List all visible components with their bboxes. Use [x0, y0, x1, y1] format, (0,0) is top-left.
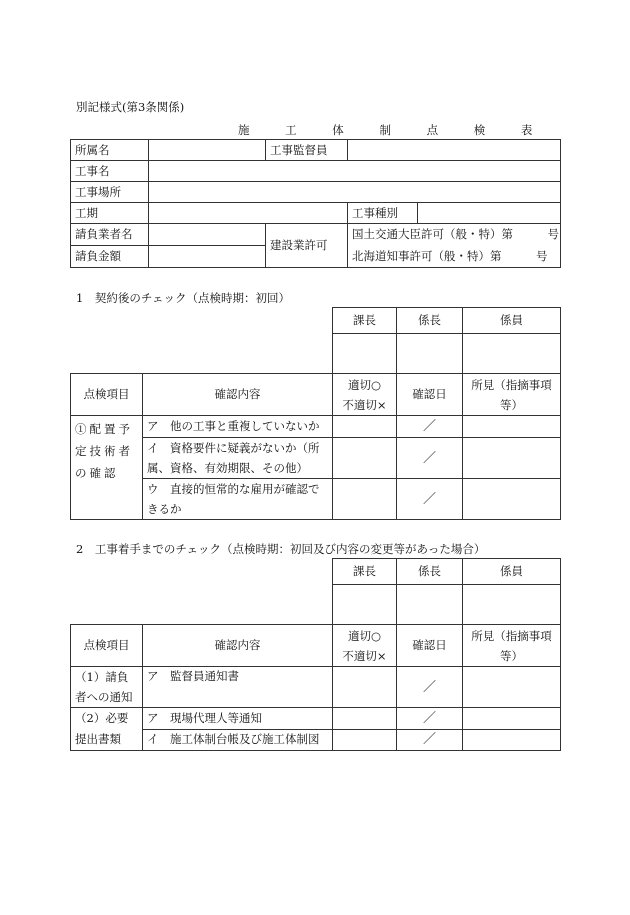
section2-table [70, 558, 561, 751]
field-koujimei [149, 161, 561, 182]
stamp-kakaricho [397, 585, 463, 625]
group-label-documents: （2）必要提出書類 [71, 708, 143, 751]
role-kakariin: 係員 [463, 559, 561, 585]
blank [143, 585, 333, 625]
label-ukeoi-kingaku: 請負金額 [71, 246, 149, 268]
judge-cell [333, 667, 397, 708]
col-item: 点検項目 [71, 374, 143, 416]
label-koujimei: 工事名 [71, 161, 149, 182]
slash-mark: ／ [422, 450, 436, 466]
blank [143, 308, 333, 334]
field-shozoku [149, 140, 266, 161]
stamp-kakariin [463, 334, 561, 374]
blank [71, 308, 143, 334]
check-content: ア 他の工事と重複していないか [143, 416, 333, 438]
stamp-kacho [333, 585, 397, 625]
section2-heading: 2 工事着手までのチェック（点検時期：初回及び内容の変更等があった場合） [76, 542, 486, 556]
blank [71, 585, 143, 625]
check-content: イ 施工体制台帳及び施工体制図 [143, 729, 333, 751]
role-kacho: 課長 [333, 308, 397, 334]
slash-mark: ／ [422, 491, 436, 507]
judge-cell [333, 438, 397, 479]
blank [143, 559, 333, 585]
label-kouki: 工期 [71, 203, 149, 224]
date-cell [397, 416, 463, 438]
label-shubetsu: 工事種別 [348, 203, 418, 224]
kyoka-line-2: 北海道知事許可（般・特）第 号 [348, 246, 561, 268]
date-cell [397, 729, 463, 751]
remark-cell [463, 667, 561, 708]
col-content: 確認内容 [143, 625, 333, 667]
check-content: ア 現場代理人等通知 [143, 708, 333, 730]
label-kantoku: 工事監督員 [266, 140, 348, 161]
role-kakaricho: 係長 [397, 308, 463, 334]
section1-table [70, 307, 561, 520]
role-kakaricho: 係長 [397, 559, 463, 585]
label-kyoka: 建設業許可 [266, 224, 348, 268]
date-cell [397, 479, 463, 520]
slash-mark: ／ [422, 710, 436, 726]
judge-cell [333, 479, 397, 520]
check-content: ア 監督員通知書 [143, 667, 333, 708]
col-remark: 所見（指摘事項等） [463, 374, 561, 416]
slash-mark: ／ [422, 679, 436, 695]
info-table [70, 139, 561, 268]
form-reference: 別記様式(第3条関係) [76, 100, 185, 114]
slash-mark: ／ [422, 732, 436, 748]
remark-cell [463, 708, 561, 730]
role-kacho: 課長 [333, 559, 397, 585]
col-date: 確認日 [397, 374, 463, 416]
field-basho [149, 182, 561, 203]
col-date: 確認日 [397, 625, 463, 667]
date-cell [397, 438, 463, 479]
kyoka-line-1: 国土交通大臣許可（般・特）第 号 [348, 224, 561, 246]
date-cell [397, 667, 463, 708]
blank [71, 559, 143, 585]
judge-cell [333, 416, 397, 438]
stamp-kacho [333, 334, 397, 374]
field-shubetsu [418, 203, 561, 224]
page-title: 施 工 体 制 点 検 表 [238, 123, 549, 137]
remark-cell [463, 729, 561, 751]
field-ukeoi-kingaku [149, 246, 266, 268]
section1-heading: 1 契約後のチェック（点検時期：初回） [76, 291, 290, 305]
slash-mark: ／ [422, 419, 436, 434]
date-cell [397, 708, 463, 730]
col-remark: 所見（指摘事項等） [463, 625, 561, 667]
label-ukeoi-sha: 請負業者名 [71, 224, 149, 246]
remark-cell [463, 479, 561, 520]
role-kakariin: 係員 [463, 308, 561, 334]
check-content: ウ 直接的恒常的な雇用が確認できるか [143, 479, 333, 520]
col-judge: 適切○ 不適切× [333, 625, 397, 667]
field-kantoku [348, 140, 561, 161]
field-ukeoi-sha [149, 224, 266, 246]
group-label-notice: （1）請負者への通知 [71, 667, 143, 708]
remark-cell [463, 438, 561, 479]
judge-cell [333, 729, 397, 751]
col-content: 確認内容 [143, 374, 333, 416]
blank [143, 334, 333, 374]
stamp-kakaricho [397, 334, 463, 374]
stamp-kakariin [463, 585, 561, 625]
group-label-engineer: ①配置予定技術者の確認 [71, 416, 143, 520]
label-shozoku: 所属名 [71, 140, 149, 161]
judge-cell [333, 708, 397, 730]
remark-cell [463, 416, 561, 438]
label-basho: 工事場所 [71, 182, 149, 203]
col-judge: 適切○ 不適切× [333, 374, 397, 416]
check-content: イ 資格要件に疑義がないか（所属、資格、有効期限、その他） [143, 438, 333, 479]
blank [71, 334, 143, 374]
col-item: 点検項目 [71, 625, 143, 667]
field-kouki [149, 203, 348, 224]
